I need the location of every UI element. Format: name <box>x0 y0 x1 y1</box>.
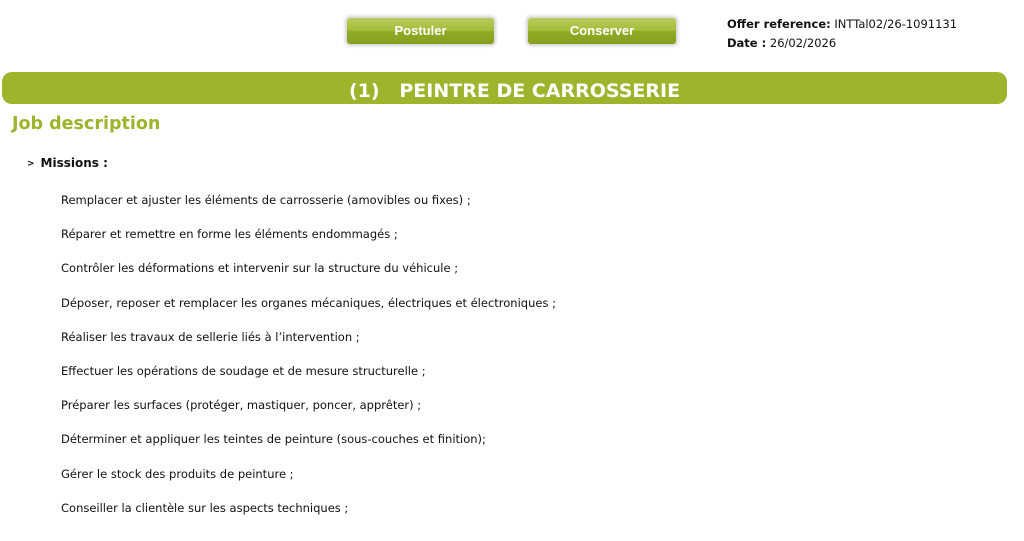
missions-header <box>27 156 108 170</box>
offer-reference <box>727 15 957 34</box>
offer-info <box>727 15 957 53</box>
mission-item: Contrôler les déformations et intervenir sur la structure du véhicule ; <box>61 261 459 276</box>
offer-reference-value: INTTal02/26-1091131 <box>834 17 958 31</box>
mission-item: Conseiller la clientèle sur les aspects techniques ; <box>61 500 349 515</box>
chevron-right-icon: > <box>27 159 35 169</box>
save-offer-button[interactable]: Conserver <box>528 18 676 44</box>
mission-item: Déposer, reposer et remplacer les organes mécaniques, électriques et électroniques ; <box>61 295 556 310</box>
mission-item: Remplacer et ajuster les éléments de carrosserie (amovibles ou fixes) ; <box>61 193 471 207</box>
mission-item: Déterminer et appliquer les teintes de peinture (sous-couches et finition); <box>61 432 486 447</box>
missions-label: Missions : <box>40 156 108 170</box>
apply-button[interactable]: Postuler <box>347 18 494 44</box>
job-description-heading: Job description <box>12 114 161 134</box>
mission-item: Gérer le stock des produits de peinture ; <box>61 466 294 481</box>
job-title-banner <box>2 72 1007 104</box>
offer-reference-label: Offer reference: <box>727 17 831 31</box>
missions-list <box>61 192 556 534</box>
mission-item: Préparer les surfaces (protéger, mastiquer, poncer, apprêter) ; <box>61 398 422 413</box>
mission-item: Effectuer les opérations de soudage et de mesure structurelle ; <box>61 363 426 378</box>
offer-date-label: Date : <box>727 36 767 50</box>
mission-item: Réparer et remettre en forme les éléments endommagés ; <box>61 227 398 242</box>
job-title: (1) PEINTRE DE CARROSSERIE <box>348 80 681 102</box>
offer-date <box>727 34 957 53</box>
mission-item: Réaliser les travaux de sellerie liés à l’intervention ; <box>61 329 360 344</box>
offer-date-value: 26/02/2026 <box>769 36 837 50</box>
